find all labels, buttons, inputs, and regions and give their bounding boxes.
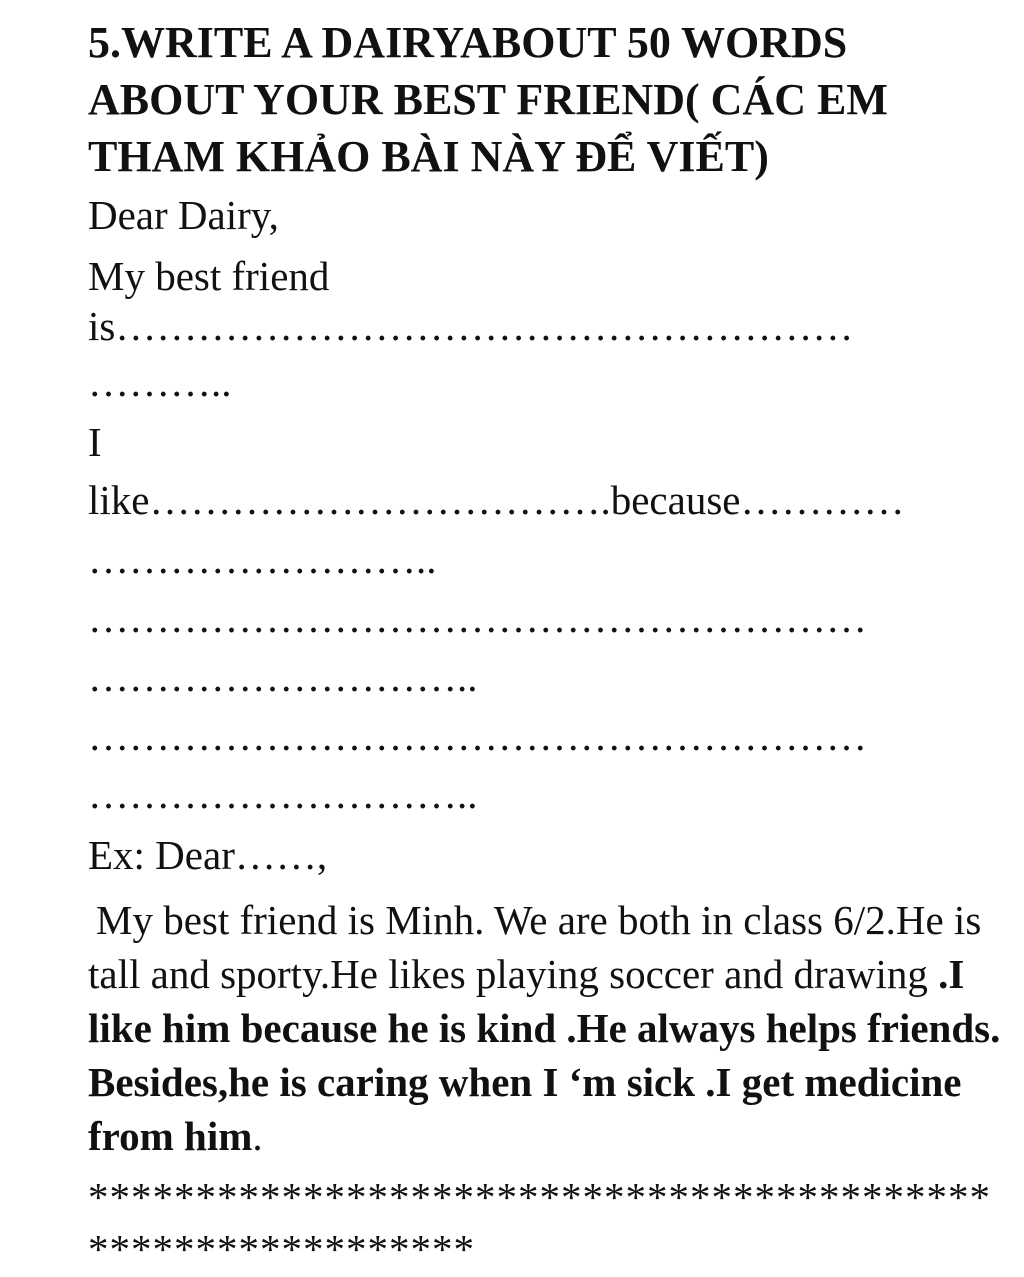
template-line-10: ……………………….. [88, 771, 478, 817]
example-end-text: . [252, 1113, 263, 1159]
template-line-2: is……………………………………………… [88, 303, 854, 349]
diary-greeting: Dear Dairy, [88, 192, 279, 238]
star-line-2: ****************** [88, 1226, 475, 1272]
example-bold-text: .I like him because he is kind .He always helps friends. Besides,he is caring when I ‘m sick .I get medicine from him [88, 951, 1001, 1159]
heading-line-1: 5.WRITE A DAIRYABOUT 50 WORDS [88, 18, 848, 67]
heading-line-2: ABOUT YOUR BEST FRIEND( CÁC EM [88, 75, 888, 124]
example-normal-text: My best friend is Minh. We are both in class 6/2.He is tall and sporty.He likes playing soccer and drawing [88, 897, 982, 997]
example-label: Ex: Dear……, [88, 832, 328, 878]
exercise-heading [88, 14, 1008, 185]
diary-template [88, 189, 1008, 887]
template-line-3: ……….. [88, 359, 232, 405]
star-divider [88, 1171, 1008, 1275]
template-line-9: ………………………………………………… [88, 713, 867, 759]
heading-line-3: THAM KHẢO BÀI NÀY ĐỂ VIẾT) [88, 132, 769, 181]
template-line-7: ………………………………………………… [88, 595, 867, 641]
template-line-1: My best friend [88, 253, 330, 299]
template-line-5: like…………………………….because………… [88, 477, 905, 523]
template-line-4: I [88, 419, 102, 465]
worksheet-page [88, 14, 1008, 1275]
star-line-1: ****************************************** [88, 1174, 991, 1220]
example-paragraph [88, 893, 1008, 1163]
template-line-8: ……………………….. [88, 654, 478, 700]
template-line-6: …………………….. [88, 536, 437, 582]
